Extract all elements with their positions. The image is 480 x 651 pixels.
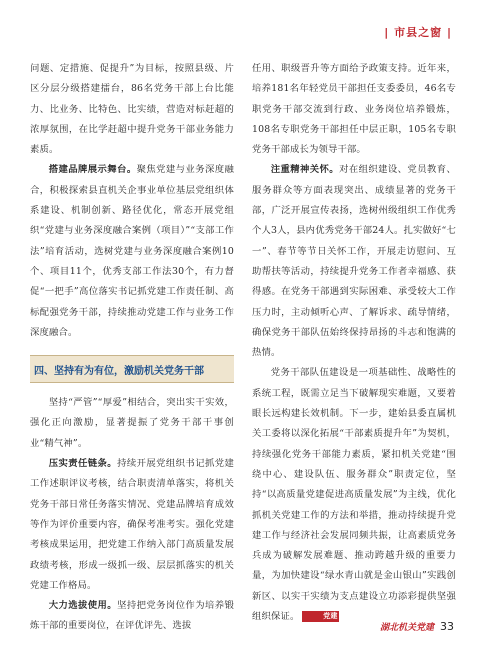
paragraph: 任用、职级晋升等方面给予政策支持。近年来，培养181名年轻党员干部担任支委委员，46名专职党务干部交流到行政、业务岗位培养锻炼，108名专职党务干部担任中层正职，105名专职党务干部成长为领导干部。 [252,63,456,156]
paragraph [252,363,456,627]
paragraph-body: 党务干部队伍建设是一项基础性、战略性的系统工程，既需立足当下破解现实难题，又要着眼长远构建长效机制。下一步，建始县委直属机关工委将以深化拓展“干部素质提升年”为契机，持续强化党务干部能力素质，紧扣机关党建“围绕中心、建设队伍、服务群众”职责定位，坚持“以高质量党建促进高质量发展”为主线，优化抓机关党建工作的方法和举措，推动持续提升党建工作与经济社会发展同频共振，让高素质党务兵成为破解发展难题、推动跨越升级的重要力量，为加快建设“绿水青山就是金山银山”实践创新区、以实干实绩为支点建设立功添彩提供坚强组织保证。 [252,367,456,623]
paragraph [30,454,234,596]
end-mark: 党建 [302,611,339,622]
paragraph-lead: 压实责任链条。 [48,458,118,470]
section-heading: 四、坚持有为有位，激励机关党务干部 [30,355,234,383]
magazine-name: 湖北机关党建 [379,623,434,633]
paragraph [30,160,234,343]
paragraph [30,596,234,637]
paragraph: 坚持“严管”“厚爱”相结合，突出实干实效，强化正向激励，显著提振了党务干部干事创业“精气神”。 [30,397,234,449]
page-footer [380,620,454,633]
left-column [30,59,234,637]
paragraph [252,160,456,363]
right-column [252,59,456,627]
page-number: 33 [440,620,454,633]
paragraph-body: 坚持把党务岗位作为培养锻炼干部的重要岗位，在评优评先、选拔 [30,600,234,632]
paragraph-body: 聚焦党建与业务深度融合，积极探索县直机关企事业单位基层党组织体系建设、机制创新、路径优化，常态开展党组织“党建与业务深度融合案例（项目）”“支部工作法”培育活动，选树党建与业务深度融合案例10个、项目11个，优秀支部工作法30个，有力督促“一把手”高位落实书记抓党建工作责任制、高标配强党务干部，持续推动党建工作与业务工作深度融合。 [30,164,234,338]
paragraph-lead: 注重精神关怀。 [270,164,340,176]
paragraph: 问题、定措施、促提升”为目标，按照县级、片区分层分级搭建擂台，86名党务干部上台比能力、比业务、比特色、比实绩，营造对标赶超的浓厚氛围，在比学赶超中提升党务干部业务能力素质。 [30,63,234,156]
paragraph-body: 对在组织建设、党员教育、服务群众等方面表现突出、成绩显著的党务干部，广泛开展宣传表扬，选树州级组织工作优秀个人3人，县内优秀党务干部24人。扎实做好“七一”、春节等节日关怀工作，开展走访慰问、互助帮扶等活动，持续提升党务工作者幸福感、获得感。在党务干部遇到实际困难、承受较大工作压力时，主动倾听心声、了解诉求、疏导情绪，确保党务干部队伍始终保持昂扬的斗志和饱满的热情。 [252,164,456,359]
paragraph-lead: 搭建品牌展示舞台。 [48,164,137,176]
section-tag: | 市县之窗 | [384,26,452,39]
paragraph-lead: 大力选拔使用。 [48,600,118,612]
paragraph-body: 持续开展党组织书记抓党建工作述职评议考核，结合职责清单落实，将机关党务干部日常任务落实情况、党建品牌培育成效等作为评价重要内容，确保考准考实。强化党建考核成果运用，把党建工作纳入部门高质量发展政绩考核，形成一级抓一级、层层抓落实的机关党建工作格局。 [30,458,234,591]
